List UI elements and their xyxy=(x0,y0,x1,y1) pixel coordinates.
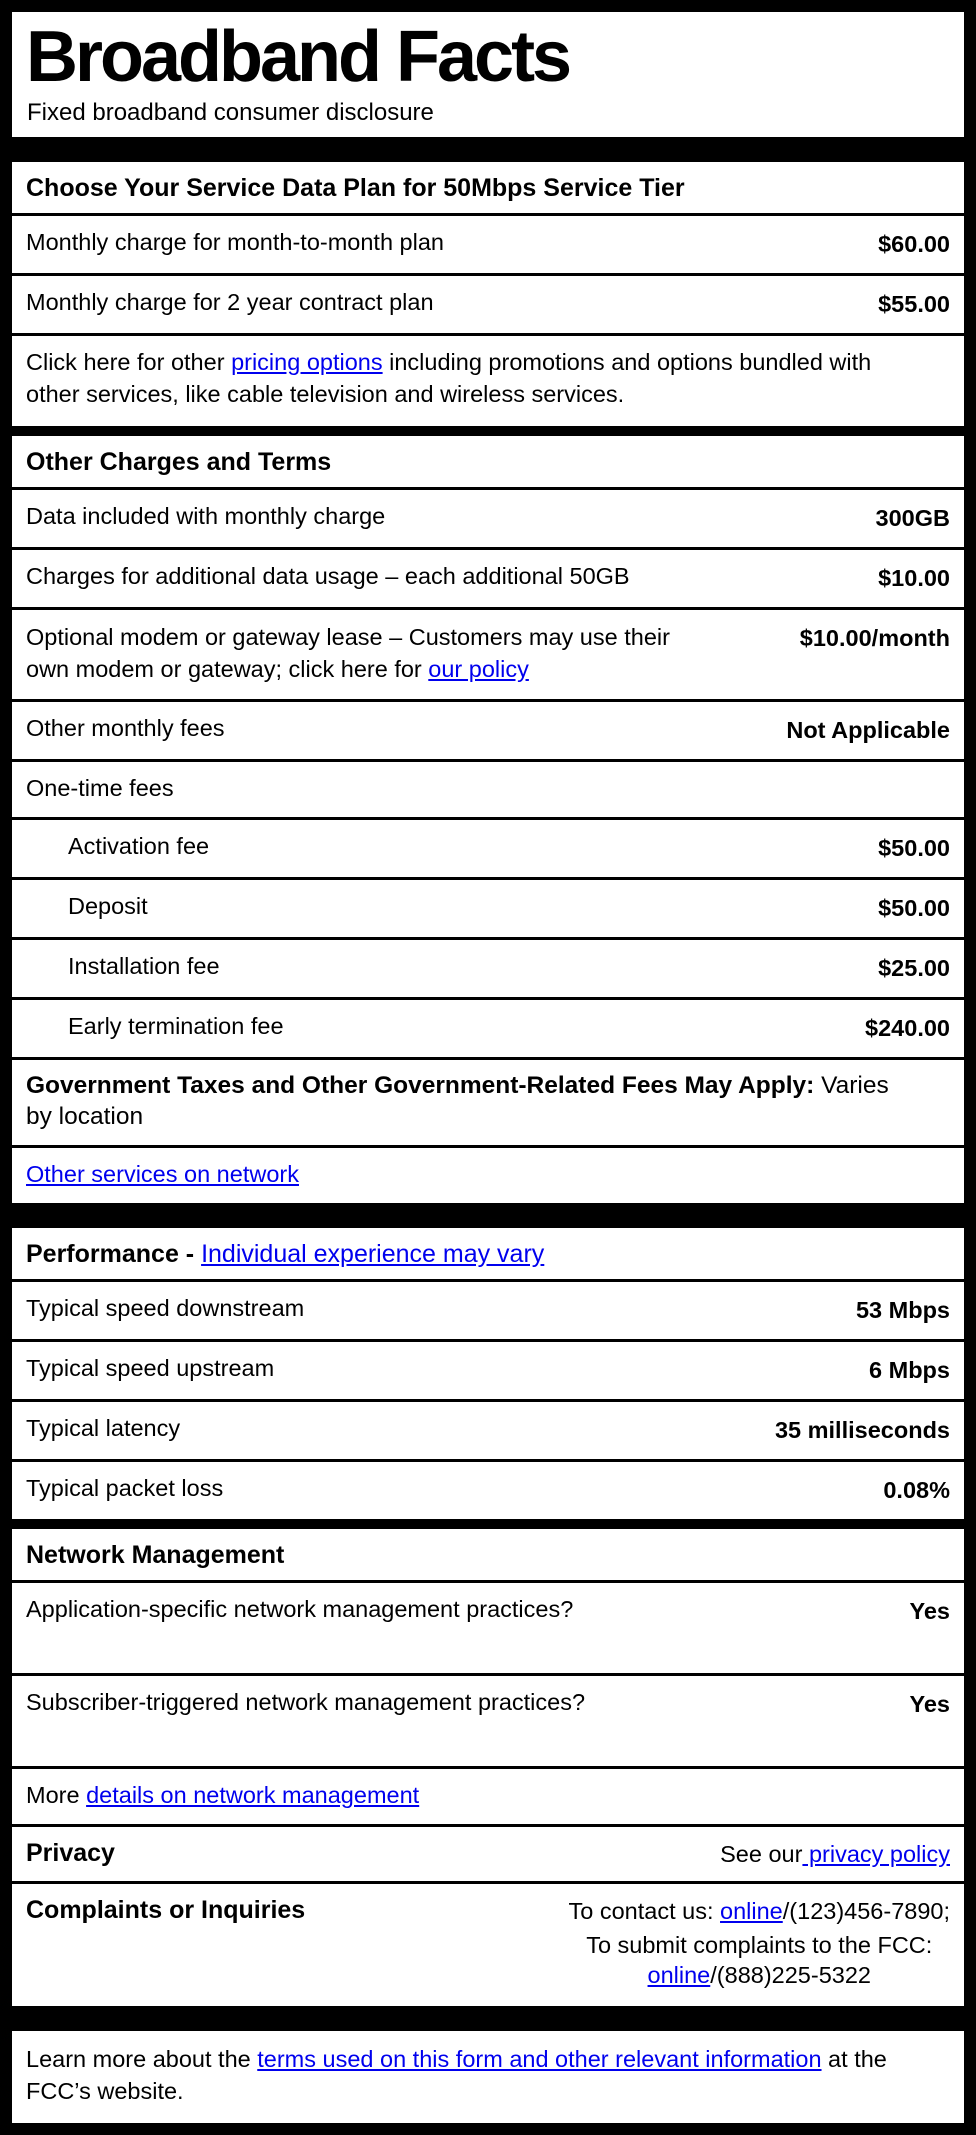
row-label: Installation fee xyxy=(68,952,220,979)
government-taxes-value: Varies by location xyxy=(26,1071,889,1130)
table-row xyxy=(12,276,964,336)
section-divider-bar xyxy=(12,426,964,436)
modem-lease-text: Optional modem or gateway lease – Customers may use their own modem or gateway; click here for xyxy=(26,623,670,682)
table-row xyxy=(12,490,964,550)
row-label xyxy=(26,1780,419,1810)
row-value: 35 milliseconds xyxy=(774,1416,950,1443)
other-charges-heading: Other Charges and Terms xyxy=(12,436,964,490)
footer-text-before: Learn more about the xyxy=(26,2045,258,2072)
experience-may-vary-link[interactable]: Individual experience may vary xyxy=(201,1239,545,1268)
pricing-options-link[interactable]: pricing options xyxy=(231,348,383,375)
row-label: Monthly charge for month-to-month plan xyxy=(26,228,444,255)
table-row xyxy=(12,1342,964,1402)
row-value: 6 Mbps xyxy=(869,1356,950,1383)
row-value: 0.08% xyxy=(883,1476,950,1503)
table-row xyxy=(12,1583,964,1676)
section-divider-bar xyxy=(12,1519,964,1529)
page-subtitle: Fixed broadband consumer disclosure xyxy=(27,98,434,126)
table-row xyxy=(12,1282,964,1342)
our-policy-link[interactable]: our policy xyxy=(428,655,529,682)
row-value: 53 Mbps xyxy=(855,1296,950,1323)
contact-info xyxy=(569,1896,951,1990)
table-row xyxy=(12,940,964,1000)
contact-text-after: /(123)456-7890; xyxy=(782,1897,950,1924)
contact-line xyxy=(569,1896,951,1926)
footer-note xyxy=(12,2031,964,2123)
row-label: Data included with monthly charge xyxy=(26,502,386,529)
row-label: Application-specific network management practices? xyxy=(26,1595,574,1622)
pricing-note-before: Click here for other xyxy=(26,348,232,375)
table-row xyxy=(12,702,964,762)
table-row xyxy=(12,1676,964,1769)
table-row xyxy=(12,1402,964,1462)
complaints-heading: Complaints or Inquiries xyxy=(26,1895,306,1924)
fcc-online-link[interactable]: online xyxy=(647,1961,711,1988)
table-row xyxy=(12,1462,964,1519)
row-label: Typical latency xyxy=(26,1414,181,1441)
row-label: Other monthly fees xyxy=(26,714,225,741)
row-label: Monthly charge for 2 year contract plan xyxy=(26,288,434,315)
row-value: $55.00 xyxy=(878,290,950,317)
row-value: $60.00 xyxy=(878,230,950,257)
network-management-details-link[interactable]: details on network management xyxy=(86,1781,420,1808)
row-label: Activation fee xyxy=(68,832,210,859)
section-divider-bar xyxy=(12,2006,964,2031)
table-row xyxy=(12,1000,964,1060)
contact-text-before: To contact us: xyxy=(568,1897,721,1924)
row-value: Not Applicable xyxy=(786,716,950,743)
row-value: Yes xyxy=(909,1690,950,1717)
row-value: $25.00 xyxy=(878,954,950,981)
pricing-note-after: including promotions and options bundled with other services, like cable television and wireless services. xyxy=(26,348,872,407)
government-taxes-label: Government Taxes and Other Government-Related Fees May Apply: xyxy=(26,1071,815,1099)
other-services-row xyxy=(12,1148,964,1203)
table-row-modem-lease xyxy=(12,610,964,702)
row-value: $10.00/month xyxy=(799,624,950,651)
section-divider-bar xyxy=(12,137,964,162)
table-row xyxy=(12,550,964,610)
table-row xyxy=(12,820,964,880)
row-value: 300GB xyxy=(875,504,950,531)
row-label: Typical speed downstream xyxy=(26,1294,305,1321)
complaints-row xyxy=(12,1884,964,2006)
government-taxes-text xyxy=(26,1070,906,1132)
row-label xyxy=(26,621,676,685)
privacy-policy-link[interactable]: privacy policy xyxy=(802,1840,950,1867)
table-row xyxy=(12,880,964,940)
pricing-note-text xyxy=(26,346,876,410)
row-label: Charges for additional data usage – each additional 50GB xyxy=(26,562,630,589)
more-details-text: More xyxy=(26,1781,87,1808)
one-time-fees-row xyxy=(12,762,964,820)
performance-heading-text: Performance - xyxy=(26,1239,202,1268)
row-label: One-time fees xyxy=(26,774,174,801)
fcc-phone-text: /(888)225-5322 xyxy=(710,1961,871,1988)
row-label: Deposit xyxy=(68,892,148,919)
network-management-heading: Network Management xyxy=(12,1529,964,1583)
page-title: Broadband Facts xyxy=(26,17,570,97)
row-label: Typical speed upstream xyxy=(26,1354,275,1381)
contact-online-link[interactable]: online xyxy=(720,1897,783,1924)
terms-info-link[interactable]: terms used on this form and other relevant information xyxy=(257,2045,822,2072)
privacy-heading: Privacy xyxy=(26,1838,115,1867)
plan-section-heading: Choose Your Service Data Plan for 50Mbps Service Tier xyxy=(12,162,964,216)
row-label: Typical packet loss xyxy=(26,1474,224,1501)
row-value: Yes xyxy=(909,1597,950,1624)
table-row xyxy=(12,216,964,276)
privacy-text-before: See our xyxy=(720,1840,803,1867)
footer-text-after: at the FCC’s website. xyxy=(26,2045,887,2104)
row-label: Subscriber-triggered network management practices? xyxy=(26,1688,586,1715)
privacy-row xyxy=(12,1827,964,1884)
more-details-row xyxy=(12,1769,964,1827)
row-value: $50.00 xyxy=(878,894,950,921)
privacy-policy-text xyxy=(720,1841,950,1868)
row-value: $240.00 xyxy=(865,1014,950,1041)
row-value: $50.00 xyxy=(878,834,950,861)
other-services-link[interactable]: Other services on network xyxy=(26,1160,299,1187)
pricing-note xyxy=(12,336,964,426)
fcc-complaints-line2 xyxy=(569,1960,951,1990)
section-divider-bar xyxy=(12,1203,964,1228)
performance-heading xyxy=(12,1228,964,1282)
row-label: Early termination fee xyxy=(68,1012,284,1039)
row-value: $10.00 xyxy=(878,564,950,591)
fcc-complaints-line: To submit complaints to the FCC: xyxy=(586,1931,933,1958)
government-taxes-row xyxy=(12,1060,964,1148)
label-header xyxy=(12,12,964,137)
